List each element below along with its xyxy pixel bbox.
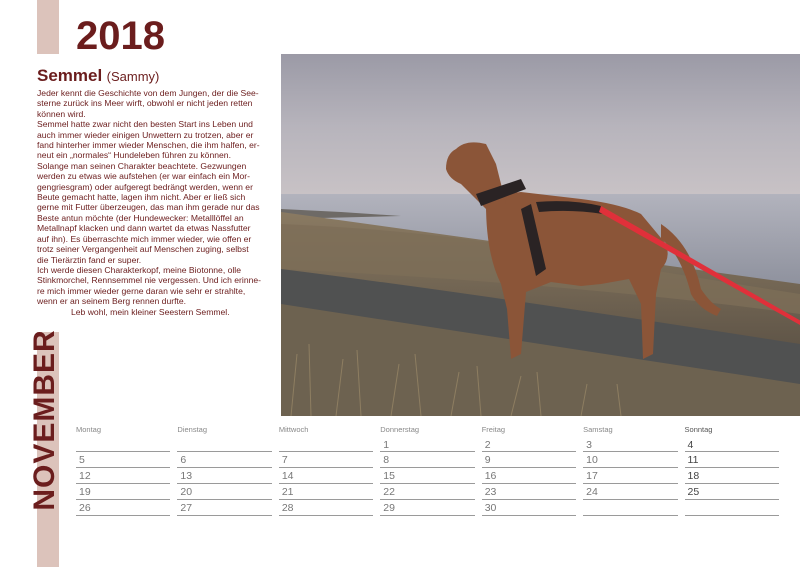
day-cell: 30 [482,500,576,516]
day-cell: 1 [380,439,474,452]
day-cell: 29 [380,500,474,516]
weekday-label: Dienstag [177,425,208,434]
day-cell [76,439,170,452]
day-cell [177,439,271,452]
weekday-label: Sonntag [684,425,713,434]
story-paragraph: Ich werde diesen Charakterkopf, meine Biotonne, olle Stinkmorchel, Rennsemmel nie vergessen. Und ich erinne- re mich immer wieder gerne daran wie sehr er strahlte, wenn er an seinem Berg rennen durfte. [37,264,262,307]
story-paragraph: Solange man seinen Charakter beachtete. Gezwungen werden zu etwas wie aufstehen (er war einfach ein Mor- gengriesgram) oder aufgeregt bedrängt werden, wenn er Beute gemacht hatte, lagen ihm nicht. Aber er ließ sich gerne mit Futter überzeugen, das man ihm gerade nur das Beste antun möchte (der Hundewecker: Metalllöffel an Metallnapf klacken und dann wartet da etwas Nassfutter auf ihn). Es überraschte mich immer wieder, wie offen er trotz seiner Vergangenheit auf Menschen zuging, selbst die Tierärztin fand er super. [37,160,260,265]
calendar-week [76,468,786,484]
day-cell: 4 [685,439,779,452]
day-cell: 6 [177,452,271,468]
story-paragraph: Jeder kennt die Geschichte von dem Jungen, der die See- sterne zurück ins Meer wirft, obwohl er nicht jeden retten können wird. [37,88,259,119]
day-cell [583,500,677,516]
day-cell: 27 [177,500,271,516]
story-text [37,88,277,317]
story-title [37,66,159,86]
day-cell: 17 [583,468,677,484]
story-paragraph: Semmel hatte zwar nicht den besten Start ins Leben und auch immer wieder einigen Unwettern zu trotzen, aber er fand hinterher immer wieder Menschen, die ihm halfen, er- neut ein „normales“ Hundeleben führen zu können. [37,119,260,161]
day-cell: 15 [380,468,474,484]
day-cell: 22 [380,484,474,500]
day-cell: 19 [76,484,170,500]
dog-photo-illustration [281,54,800,416]
year-title: 2018 [76,14,165,58]
day-cell: 26 [76,500,170,516]
weekday-label: Donnerstag [380,425,420,434]
day-cell: 24 [583,484,677,500]
day-cell: 13 [177,468,271,484]
day-cell: 16 [482,468,576,484]
day-cell [685,500,779,516]
day-cell: 10 [583,452,677,468]
weekday-label: Montag [76,425,102,434]
calendar-week [76,500,786,516]
calendar-week [76,439,786,452]
day-cell: 14 [279,468,373,484]
day-cell: 9 [482,452,576,468]
day-cell: 23 [482,484,576,500]
weekday-label: Freitag [481,425,506,434]
day-cell: 7 [279,452,373,468]
day-cell: 11 [685,452,779,468]
day-cell: 18 [685,468,779,484]
day-cell: 3 [583,439,677,452]
weekday-label: Samstag [583,425,613,434]
dog-photo [281,54,800,416]
day-cell [279,439,373,452]
calendar-grid [76,425,786,516]
day-cell: 20 [177,484,271,500]
day-cell: 2 [482,439,576,452]
day-cell: 25 [685,484,779,500]
day-cell: 5 [76,452,170,468]
month-label: NOVEMBER [28,329,61,511]
dog-name: Semmel [37,66,103,85]
calendar-week [76,452,786,468]
day-cell: 12 [76,468,170,484]
day-cell: 21 [279,484,373,500]
story-farewell: Leb wohl, mein kleiner Seestern Semmel. [71,306,230,317]
day-cell: 28 [279,500,373,516]
day-cell: 8 [380,452,474,468]
decorative-tab-top [37,0,59,54]
weekday-label: Mittwoch [278,425,309,434]
weekday-header [76,425,786,439]
dog-nickname: (Sammy) [106,69,160,84]
calendar-week [76,484,786,500]
